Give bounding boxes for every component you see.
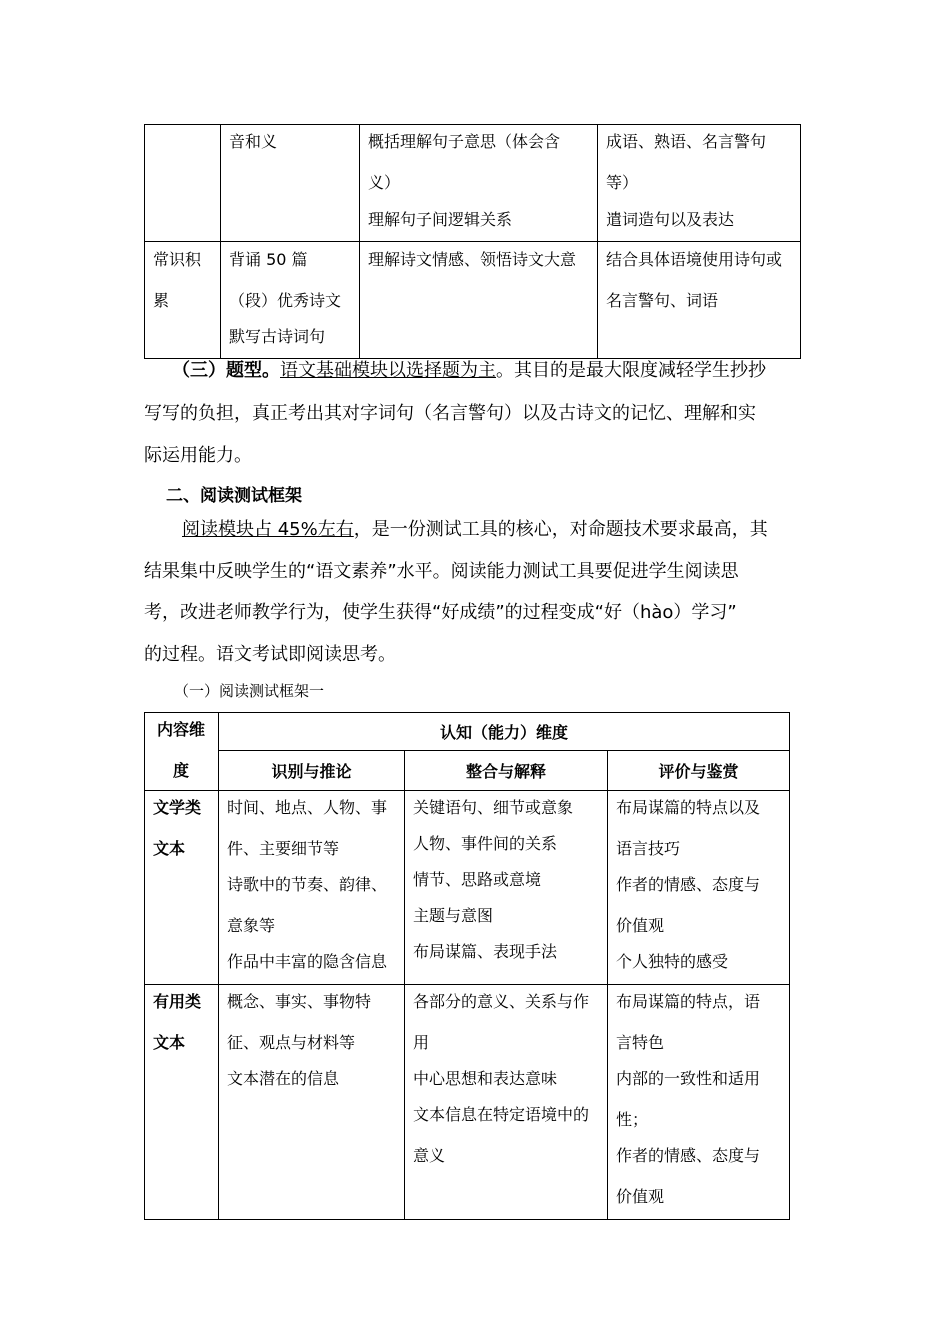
header-cell-evaluate: 评价与鉴赏	[608, 751, 790, 791]
cell-text: 件、主要细节等	[227, 839, 340, 858]
table-row	[145, 985, 790, 1220]
table-row	[145, 242, 801, 359]
para2-underlined: 阅读模块占 45%左右	[182, 519, 354, 540]
cell-text: 作者的情感、态度与	[616, 1146, 761, 1165]
section3-line1	[172, 356, 766, 382]
table-header-row	[145, 713, 790, 751]
section3-line3: 际运用能力。	[144, 445, 252, 466]
cell-text: 作品中丰富的隐含信息	[227, 952, 388, 971]
cell-text: 关键语句、细节或意象	[413, 798, 574, 817]
table-cell	[405, 791, 608, 985]
table-cell	[608, 985, 790, 1220]
cell-text: 情节、思路或意境	[413, 870, 542, 889]
cell-text: 背诵 50 篇	[229, 250, 308, 269]
cell-text: 常识积	[153, 250, 202, 269]
subheading: （一）阅读测试框架一	[174, 682, 325, 700]
header-cell-content-dimension	[145, 713, 219, 791]
cell-text: 各部分的意义、关系与作	[413, 992, 590, 1011]
cell-text: 内部的一致性和适用	[616, 1069, 761, 1088]
cell-text: 文本潜在的信息	[227, 1069, 340, 1088]
cell-text: 作者的情感、态度与	[616, 875, 761, 894]
cell-text: 诗歌中的节奏、韵律、	[227, 875, 388, 894]
cell-text: 用	[413, 1033, 430, 1052]
cell-text: 言特色	[616, 1033, 665, 1052]
section3-underlined: 语文基础模块以选择题为主	[280, 360, 496, 381]
cell-text: 布局谋篇的特点，语	[616, 992, 761, 1011]
row-label-cell	[145, 985, 219, 1220]
cell-text: 度	[173, 761, 190, 780]
cell-text: 有用类	[153, 992, 202, 1011]
table-cell	[145, 125, 221, 242]
cell-text: 价值观	[616, 1187, 665, 1206]
table-cell	[219, 791, 405, 985]
header-cell-cognition: 认知（能力）维度	[219, 713, 790, 751]
table-cell	[221, 242, 360, 359]
cell-text: 文本	[153, 1033, 186, 1052]
table-row	[145, 125, 801, 242]
cell-text: 文本信息在特定语境中的	[413, 1105, 590, 1124]
para2-line2: 结果集中反映学生的“语文素养”水平。阅读能力测试工具要促进学生阅读思	[144, 561, 739, 582]
cell-text: 概括理解句子意思（体会含	[368, 132, 561, 151]
cell-text: 中心思想和表达意味	[413, 1069, 558, 1088]
cell-text: 文学类	[153, 798, 202, 817]
cell-text: 文本	[153, 839, 186, 858]
header-cell-identify: 识别与推论	[219, 751, 405, 791]
cell-text: 概念、事实、事物特	[227, 992, 372, 1011]
header-cell-integrate: 整合与解释	[405, 751, 608, 791]
cell-text: （段）优秀诗文	[229, 291, 342, 310]
cell-text: 成语、熟语、名言警句	[606, 132, 767, 151]
cell-text: 意象等	[227, 916, 276, 935]
table-cell	[360, 125, 598, 242]
cell-text: 音和义	[229, 132, 278, 151]
table-cell	[598, 242, 801, 359]
cell-text: 结合具体语境使用诗句或	[606, 250, 783, 269]
cell-text: 内容维	[157, 720, 206, 739]
cell-text: 累	[153, 291, 170, 310]
para2-line4: 的过程。语文考试即阅读思考。	[144, 644, 396, 665]
cell-text: 名言警句、词语	[606, 291, 719, 310]
cell-text: 语言技巧	[616, 839, 681, 858]
para2-line3: 考，改进老师教学行为，使学生获得“好成绩”的过程变成“好（hào）学习”	[144, 602, 737, 623]
cell-text: 性；	[616, 1110, 649, 1129]
cell-text: 意义	[413, 1146, 446, 1165]
basics-table	[144, 124, 801, 359]
cell-text: 布局谋篇的特点以及	[616, 798, 761, 817]
section3-line2: 写写的负担，真正考出其对字词句（名言警句）以及古诗文的记忆、理解和实	[144, 403, 756, 424]
cell-text: 时间、地点、人物、事	[227, 798, 388, 817]
cell-text: 等）	[606, 173, 639, 192]
cell-text: 理解诗文情感、领悟诗文大意	[368, 250, 577, 269]
row-label-cell	[145, 791, 219, 985]
cell-text: 理解句子间逻辑关系	[368, 210, 513, 229]
table-row	[145, 791, 790, 985]
para2-text: ，是一份测试工具的核心，对命题技术要求最高，其	[353, 519, 768, 540]
section3-label: （三）题型。	[172, 360, 280, 381]
cell-text: 个人独特的感受	[616, 952, 729, 971]
cell-text: 布局谋篇、表现手法	[413, 942, 558, 961]
table-cell	[219, 985, 405, 1220]
table-cell	[360, 242, 598, 359]
section-heading: 二、阅读测试框架	[166, 486, 302, 506]
table-cell	[405, 985, 608, 1220]
cell-text: 人物、事件间的关系	[413, 834, 558, 853]
cell-text: 默写古诗词句	[229, 327, 326, 346]
table-cell	[145, 242, 221, 359]
section3-text: 。其目的是最大限度减轻学生抄抄	[496, 360, 766, 381]
para2-line1	[182, 515, 768, 541]
table-cell	[598, 125, 801, 242]
reading-framework-table	[144, 712, 790, 1220]
table-cell	[221, 125, 360, 242]
cell-text: 义）	[368, 173, 401, 192]
cell-text: 价值观	[616, 916, 665, 935]
table-header-row	[145, 751, 790, 791]
cell-text: 遣词造句以及表达	[606, 210, 735, 229]
table-cell	[608, 791, 790, 985]
cell-text: 主题与意图	[413, 906, 494, 925]
cell-text: 征、观点与材料等	[227, 1033, 356, 1052]
